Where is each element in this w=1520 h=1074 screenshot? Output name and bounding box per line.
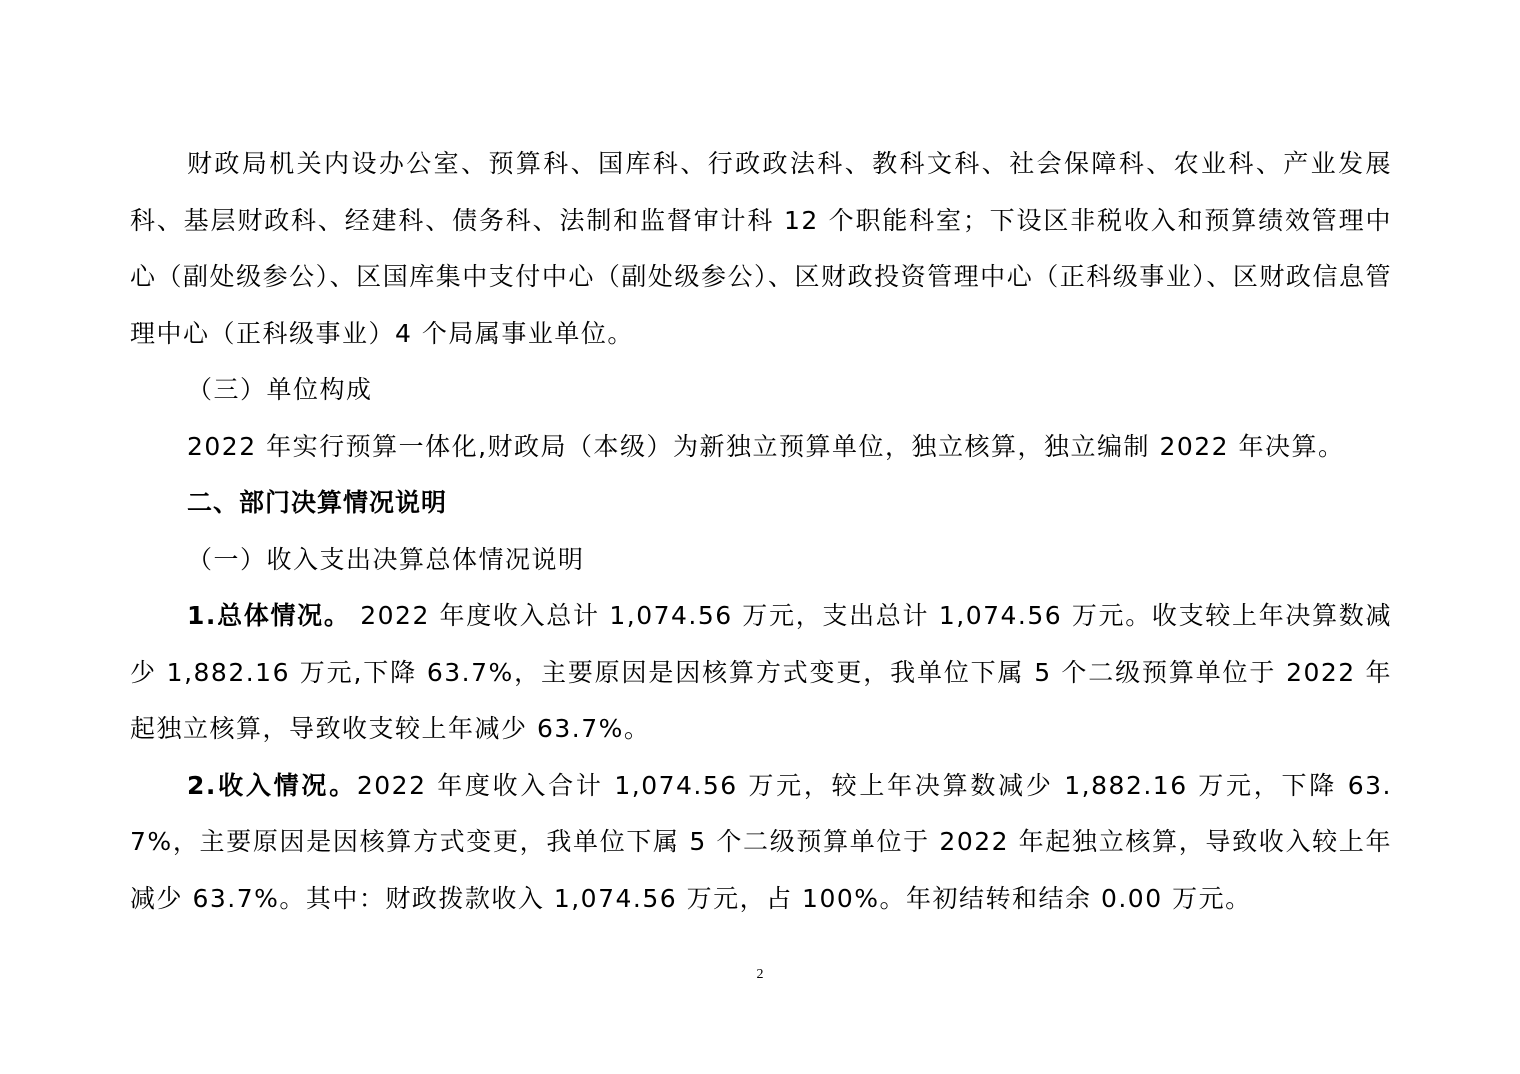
paragraph-text: 财政局机关内设办公室、预算科、国库科、行政政法科、教科文科、社会保障科、农业科、产业发展科、基层财政科、经建科、债务科、法制和监督审计科 12 个职能科室；下设区非税收入和预算绩效管理中心（副处级参公）、区国库集中支付中心（副处级参公）、区财政投资管理中心（正科级事业）、区财政信息管理中心（正科级事业）4 个局属事业单位。	[130, 149, 1392, 348]
heading-text: （一）收入支出决算总体情况说明	[187, 544, 585, 574]
paragraph-text: 2022 年度收入总计 1,074.56 万元，支出总计 1,074.56 万元。收支较上年决算数减少 1,882.16 万元,下降 63.7%，主要原因是因核算方式变更，我单位下属 5 个二级预算单位于 2022 年起独立核算，导致收支较上年减少 63.7%。	[130, 601, 1392, 743]
document-body	[130, 136, 1392, 927]
paragraph-lead: 1.总体情况。	[187, 601, 351, 630]
heading-income-expense-overview	[130, 532, 1392, 589]
paragraph-text: 2022 年实行预算一体化,财政局（本级）为新独立预算单位，独立核算，独立编制 2022 年决算。	[187, 431, 1345, 461]
paragraph-income-situation	[130, 758, 1392, 928]
paragraph-org-structure	[130, 136, 1392, 362]
paragraph-text: 2022 年度收入合计 1,074.56 万元，较上年决算数减少 1,882.16 万元，下降 63.7%，主要原因是因核算方式变更，我单位下属 5 个二级预算单位于 2022 年起独立核算，导致收入较上年减少 63.7%。其中：财政拨款收入 1,074.56 万元，占 100%。年初结转和结余 0.00 万元。	[130, 770, 1392, 913]
heading-section-two	[130, 475, 1392, 532]
paragraph-lead: 2.收入情况。	[187, 770, 357, 800]
page-number: 2	[756, 967, 764, 982]
paragraph-unit-composition	[130, 419, 1392, 476]
heading-text: （三）单位构成	[187, 375, 373, 404]
heading-unit-composition	[130, 362, 1392, 419]
heading-text: 二、部门决算情况说明	[187, 488, 448, 517]
paragraph-overall-situation	[130, 588, 1392, 758]
